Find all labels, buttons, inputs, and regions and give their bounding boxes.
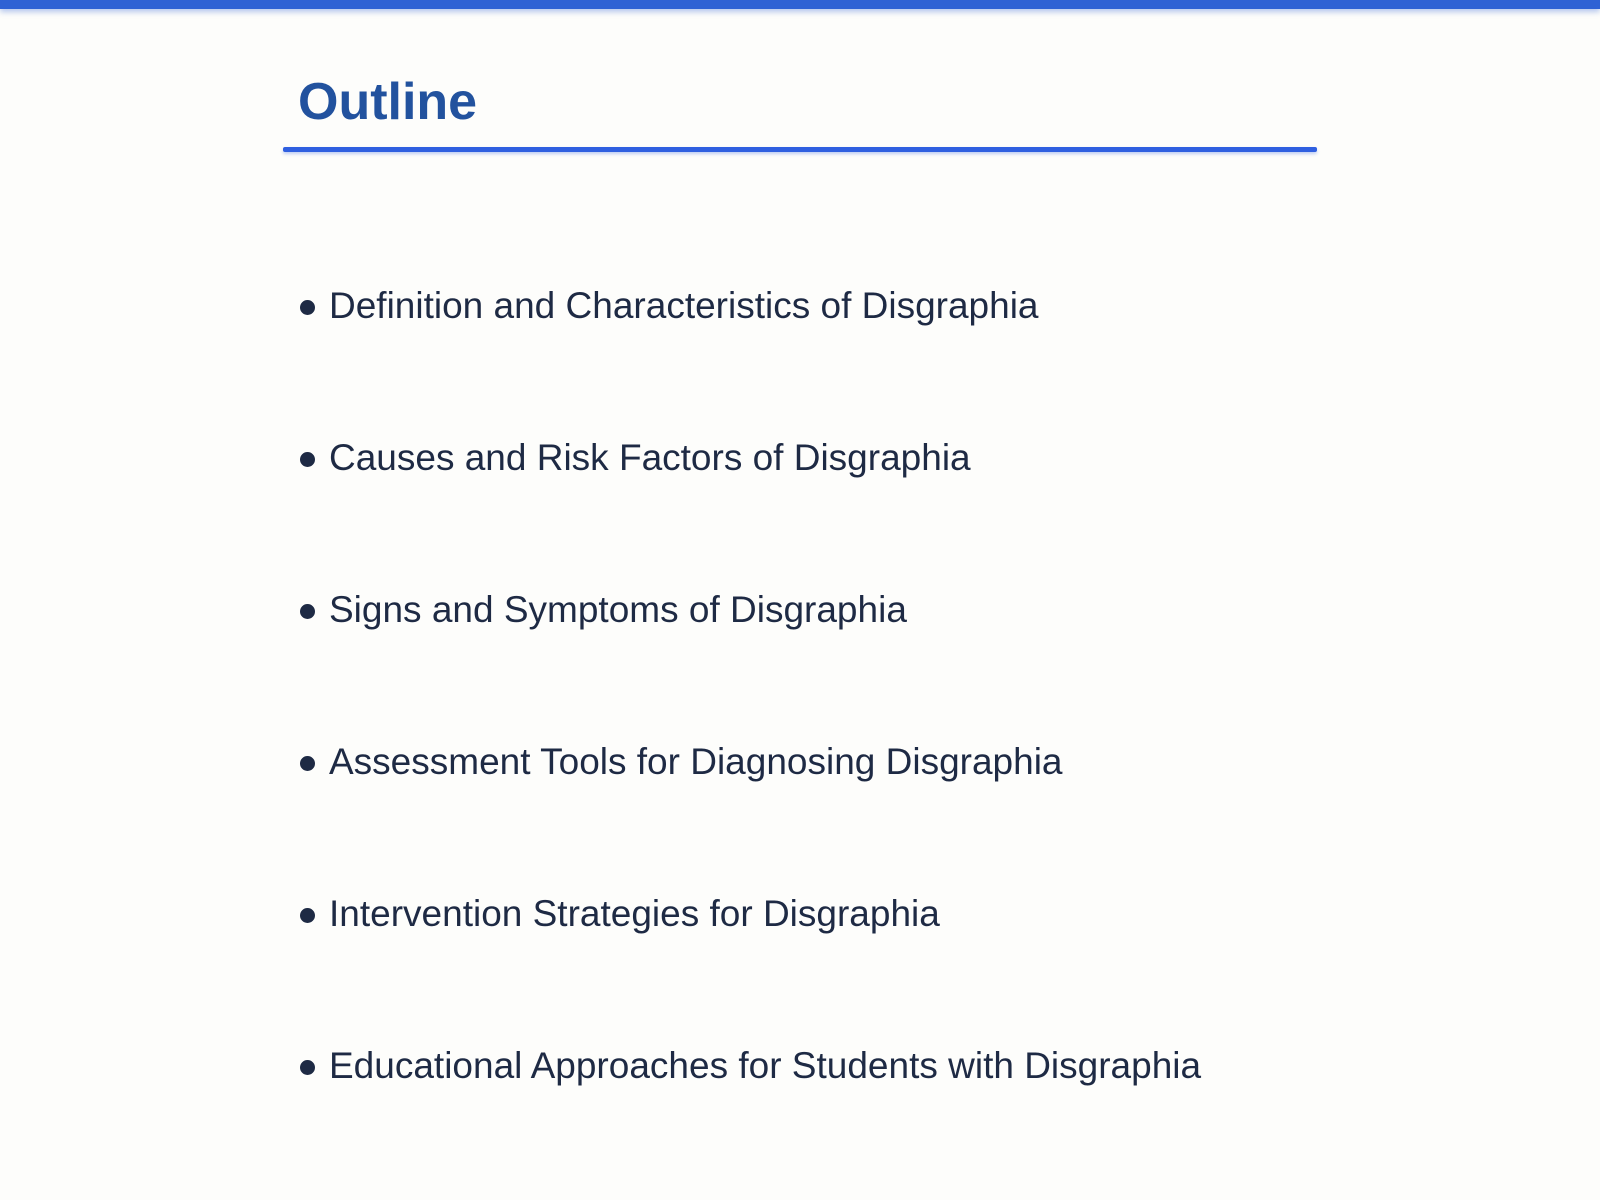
outline-item-causes [300,422,1300,574]
bullet-icon [300,1060,315,1075]
bullet-icon [300,756,315,771]
bullet-icon [300,604,315,619]
outline-item-signs [300,574,1300,726]
top-accent-bar [0,0,1600,9]
slide-title: Outline [298,73,478,131]
bullet-icon [300,452,315,467]
outline-item-label: Assessment Tools for Diagnosing Disgraphia [329,741,1063,782]
bullet-icon [300,908,315,923]
outline-item-intervention [300,878,1300,1030]
outline-item-label: Intervention Strategies for Disgraphia [329,893,940,934]
bullet-icon [300,300,315,315]
outline-item-label: Definition and Characteristics of Disgraphia [329,285,1039,326]
outline-item-label: Signs and Symptoms of Disgraphia [329,589,907,630]
outline-item-educational [300,1030,1300,1182]
title-underline [283,147,1317,152]
outline-item-label: Educational Approaches for Students with Disgraphia [329,1045,1202,1086]
outline-list [300,270,1300,1182]
outline-item-label: Causes and Risk Factors of Disgraphia [329,437,971,478]
outline-item-definition [300,270,1300,422]
outline-item-assessment [300,726,1300,878]
